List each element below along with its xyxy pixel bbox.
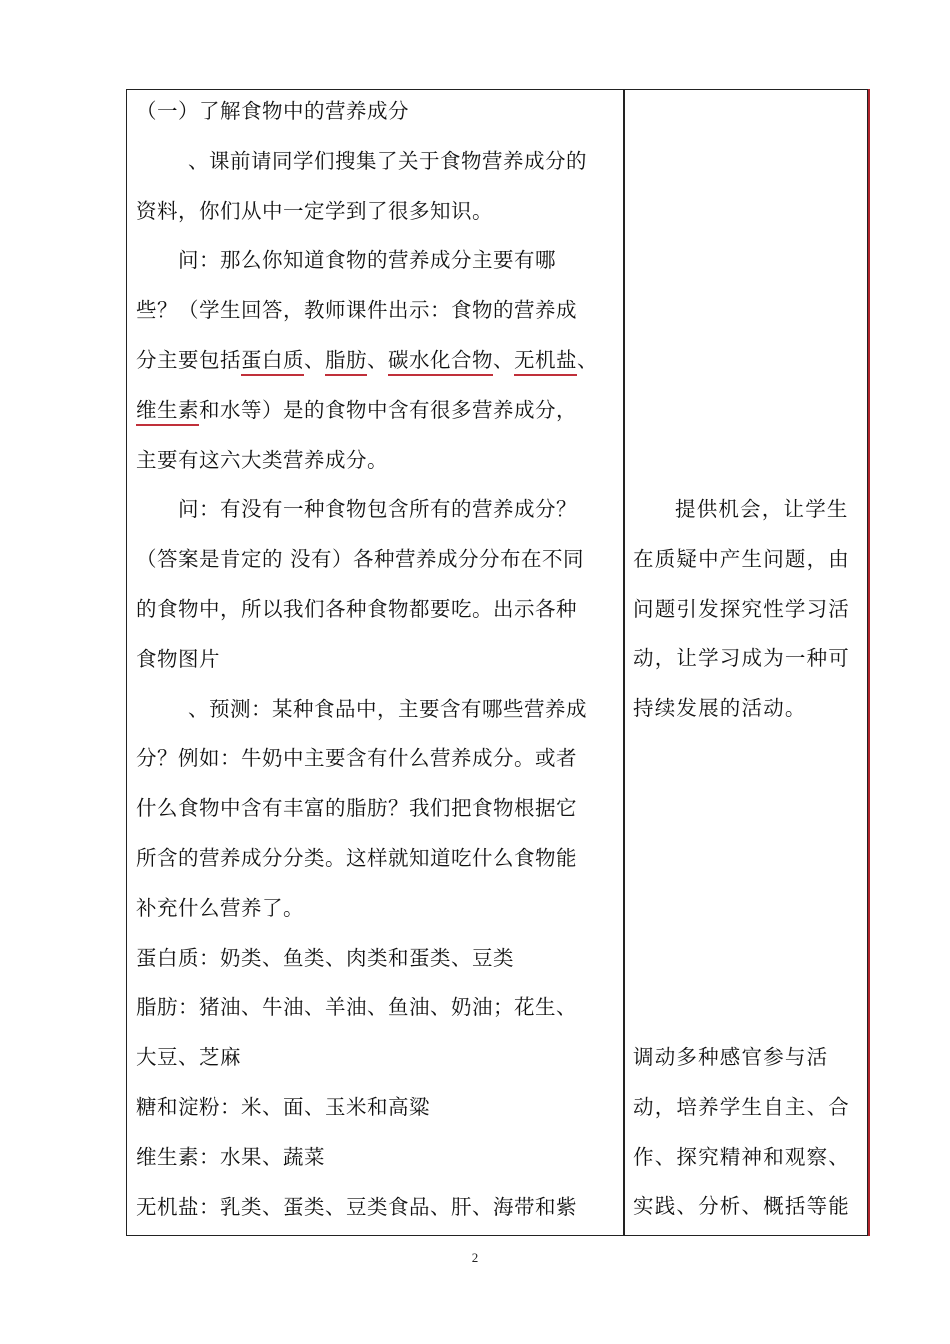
food-list-protein: 蛋白质：奶类、鱼类、肉类和蛋类、豆类 (136, 945, 514, 970)
nutrient-fat: 脂肪 (325, 347, 367, 372)
section-heading: （一）了解食物中的营养成分 (136, 99, 409, 123)
paragraph-line: （答案是肯定的 没有）各种营养成分分布在不同 (136, 547, 585, 572)
note-line: 作、探究精神和观察、 (633, 1144, 850, 1169)
food-list-vitamin: 维生素：水果、蔬菜 (136, 1144, 325, 1169)
paragraph-line: 资料，你们从中一定学到了很多知识。 (136, 198, 493, 223)
paragraph-line: 主要有这六大类营养成分。 (136, 447, 388, 472)
question-line: 问：有没有一种食物包含所有的营养成分？ (178, 497, 577, 522)
paragraph-line: 、预测：某种食品中，主要含有哪些营养成 (188, 696, 587, 721)
food-list-mineral: 无机盐：乳类、蛋类、豆类食品、肝、海带和紫 (136, 1194, 577, 1219)
note-line: 调动多种感官参与活 (633, 1045, 829, 1069)
note-line: 持续发展的活动。 (633, 696, 807, 721)
margin-red-line (868, 89, 870, 1236)
paragraph-line: 所含的营养成分分类。这样就知道吃什么食物能 (136, 845, 577, 870)
paragraph-line: 分？例如：牛奶中主要含有什么营养成分。或者 (136, 746, 577, 771)
nutrient-protein: 蛋白质 (241, 347, 304, 372)
paragraph-line: 的食物中，所以我们各种食物都要吃。出示各种 (136, 596, 577, 621)
note-line: 问题引发探究性学习活 (633, 596, 850, 621)
text-span: 和水等）是的食物中含有很多营养成分， (199, 397, 577, 422)
nutrient-vitamin: 维生素 (136, 397, 199, 422)
paragraph-line: 补充什么营养了。 (136, 895, 304, 920)
question-line: 问：那么你知道食物的营养成分主要有哪 (178, 248, 556, 273)
food-list-fat-cont: 大豆、芝麻 (136, 1045, 241, 1070)
question-line: 些？（学生回答，教师课件出示：食物的营养成 (136, 298, 577, 323)
nutrient-carbohydrate: 碳水化合物 (388, 347, 493, 372)
design-note-1 (633, 485, 859, 734)
separator: 、 (577, 347, 598, 372)
note-line: 动，让学习成为一种可 (633, 646, 850, 671)
column-divider (623, 89, 625, 1236)
note-line: 实践、分析、概括等能 (633, 1194, 850, 1219)
lesson-content-column (136, 87, 616, 1232)
paragraph-line: 、课前请同学们搜集了关于食物营养成分的 (188, 148, 587, 173)
separator: 、 (493, 347, 514, 372)
separator: 、 (304, 347, 325, 372)
food-list-sugar: 糖和淀粉：米、面、玉米和高粱 (136, 1094, 430, 1119)
nutrient-list-line (136, 386, 616, 436)
note-line: 动，培养学生自主、合 (633, 1094, 850, 1119)
page-number: 2 (471, 1250, 479, 1265)
separator: 、 (367, 347, 388, 372)
design-note-2 (633, 1033, 859, 1232)
note-line: 在质疑中产生问题，由 (633, 546, 850, 571)
food-list-fat: 脂肪：猪油、牛油、羊油、鱼油、奶油；花生、 (136, 995, 577, 1020)
paragraph-line: 食物图片 (136, 646, 220, 671)
paragraph-line: 什么食物中含有丰富的脂肪？我们把食物根据它 (136, 796, 577, 821)
text-span: 分主要包括 (136, 347, 241, 372)
note-line: 提供机会，让学生 (675, 497, 849, 521)
nutrient-list-line (136, 336, 616, 386)
nutrient-mineral: 无机盐 (514, 347, 577, 372)
